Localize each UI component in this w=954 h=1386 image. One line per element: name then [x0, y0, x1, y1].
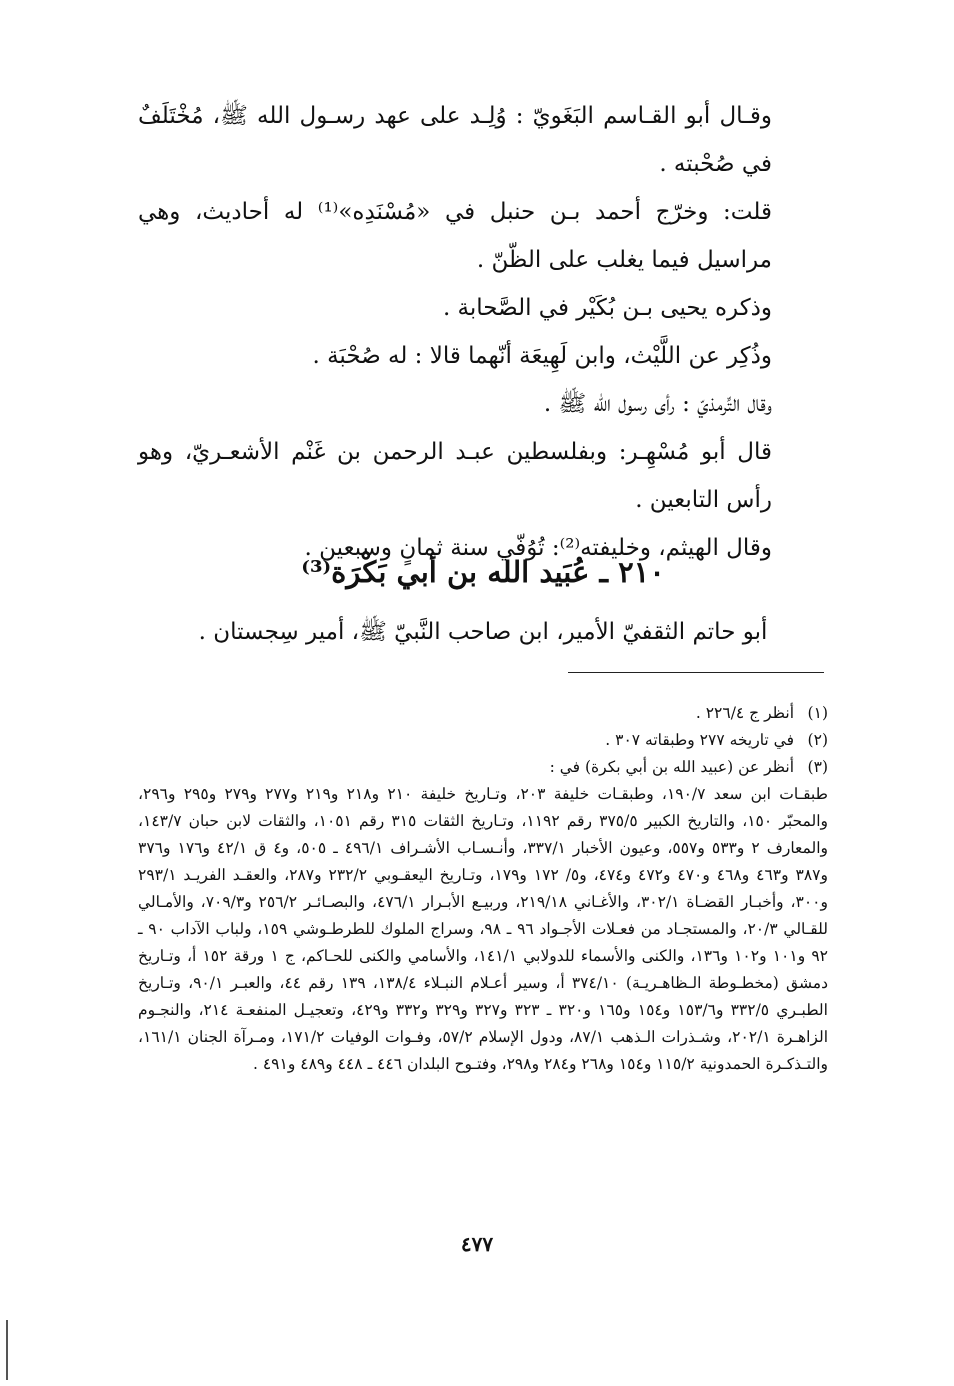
footnote-text: أنظر ج ٢٢٦/٤ . [695, 704, 794, 722]
paragraph-layth: وذُكِر عن اللَّيْث، وابن لَهِيعَة أنّهما قالا : له صُحْبَة . [312, 343, 772, 369]
footnote-divider [568, 672, 824, 673]
entry-heading: ٢١٠ ـ عُبَيد الله بن أبي بَكْرَة⁽³⁾ [301, 555, 665, 589]
footnote-sources: طبقـات ابن سعد ١٩٠/٧، وطبقـات خليفة ٢٠٣، وتـاريخ خليفة ٢١٠ و٢١٨ و٢١٩ و٢٧٧ و٢٧٩ و٢٩٥ و٢٩٦، والمحبّر ١٥٠، والتاريخ الكبير ٣٧٥/٥ رقم ١١٩٢، وتـاريخ الثقات ٣١٥ رقم ١٠٥١، والثقات لابن حبان ١٤٣/٧، والمعارف ٢ و٥٣٣ و٥٥٧، وعيون الأخبار ٣٣٧/١، وأنـسـاب الأشـراف ٤٩٦/١ ـ ٥٠٥، و٤ ق ٤٢/١ و١٧٦ و٣٧٦ و٣٨٧ و٤٦٣ و٤٦٨ و٤٧٠ و٤٧٢ و٤٧٤، و٥/ ١٧٢ و١٧٩، وتـاريخ اليعقـوبي ٢٣٢/٢ و٢٨٧، والعقـد الفريـد ٢٩٣/١ و٣٠٠، وأخبـار القضـاة ٣٠٢/١، والأغـاني ٢١٩/١٨، وربيـع الأبـرار ٤٧٦/١، والبصـائـر ٢٥٦/٢ و٧٠٩/٣، والأمـالي للقـالي ٢٠/٣، والمستجـاد من فعـلات الأجـواد ٩٦ ـ ٩٨، وسراج الملوك للطرطـوشي ١٥٩، ولباب الآداب ٩٠ ـ ٩٢ و١٠١ و١٠٢ و١٣٦، والكنى والأسماء للدولابي ١٤١/١، والأسامي والكنى للحـاكم، ج ١ ورقة ١٥٢ أ، وتـاريخ دمشق (مخطـوطة الـظاهـريـة) ٣٧٤/١٠ أ، وسير أعـلام النبـلاء ١٣٨/٤، ١٣٩ رقم ٤٤، والعبـر ٩٠/١، وتـاريخ الطبـري ٣٣٢/٥ و١٥٣/٦ و١٥٤ و١٦٥ و٣٢٠ ـ ٣٢٣ و٣٢٧ و٣٢٩ و٣٣٢ و٤٢٩، وتعجيـل المنفعـة ٢١٤، والنجـوم الزاهـرة ٢٠٢/١، وشـذرات الـذهب ٨٧/١، ودول الإسلام ٥٧/٢، وفـوات الوفيات ١٧١/٢، ومـرآة الجنان ١٦١/١، والتـذكـرة الحمدونية ١١٥/٢ و١٥٤ و٢٦٨ و٢٨٤ و٢٩٨، وفتـوح البلدان ٤٤٦ ـ ٤٤٨ و٤٨٩ و٤٩١ . [138, 785, 829, 1073]
footnote-number: (٢) [807, 731, 828, 749]
paragraph-tirmidhi: وقال التِّرمذيّ : رأى رسول الله ﷺ . [543, 391, 772, 417]
scan-edge-mark [6, 1320, 8, 1380]
paragraph-yahya-bukayr: وذكره يحيى بـن بُكَيْر في الصَّحابة . [442, 295, 772, 321]
paragraph-abu-mushir: قال أبو مُسْهِـر: وبفلسطين عبـد الرحمن بن غَنْم الأشعـريّ، وهو رأس التابعين . [138, 439, 772, 513]
entry-subheading: أبو حاتم الثقفيّ الأمير، ابن صاحب النَّبيّ ﷺ، أمير سِجستان . [198, 619, 768, 645]
paragraph-haytham: وقال الهيثم، وخليفته⁽²⁾: تُوُفّي سنة ثمانٍ وسبعين . [304, 535, 772, 561]
paragraph-ahmad-musnad: قلت: وخرّج أحمد بـن حنبل في «مُسْنَدِه»⁽¹⁾ له أحاديث، وهي مراسيل فيما يغلب على الظّنّ . [138, 199, 772, 273]
footnote-text: في تاريخه ٢٧٧ وطبقاته ٣٠٧ . [605, 731, 794, 749]
page-number: ٤٧٧ [460, 1232, 494, 1256]
footnote-number: (٣) [807, 758, 828, 776]
footnote-text: أنظر عن (عبيد الله بن أبي بكرة) في : [549, 758, 794, 776]
paragraph-baghawi: وقـال أبو القـاسم البَغَويّ : وُلِـد على عهد رسـول الله ﷺ، مُخْتَلَفٌ في صُحْبته . [138, 103, 772, 177]
footnote-number: (١) [807, 704, 828, 722]
footnotes [138, 700, 828, 1078]
main-text [138, 92, 828, 572]
footnote-item [138, 754, 828, 781]
footnote-item [138, 700, 828, 727]
footnote-item [138, 727, 828, 754]
